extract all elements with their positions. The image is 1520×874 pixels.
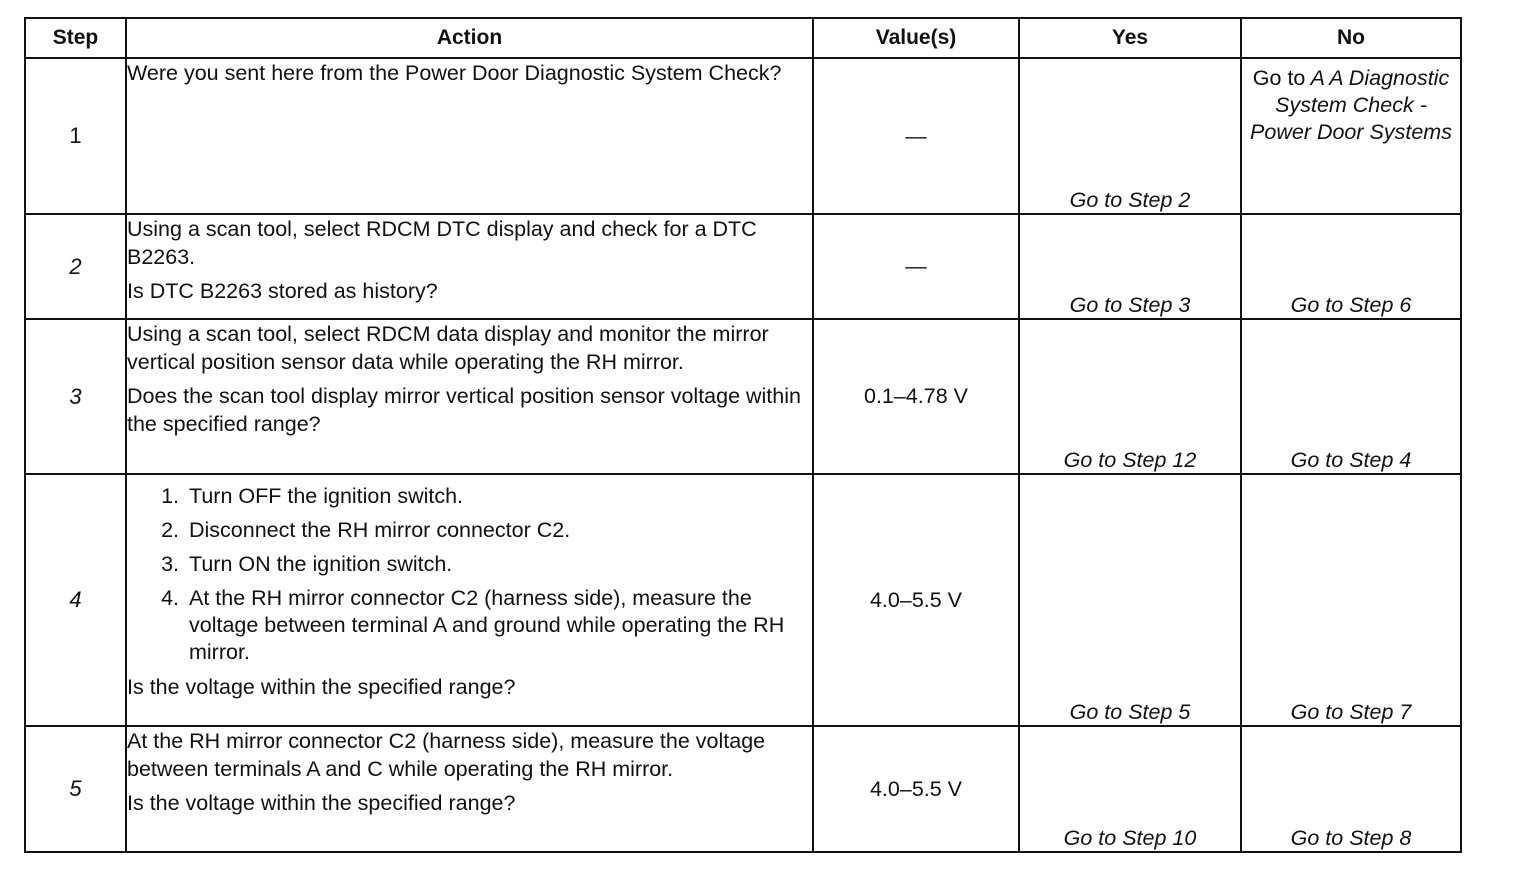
- action-cell: [126, 726, 813, 852]
- header-action: Action: [126, 18, 813, 58]
- yes-cell: Go to Step 3: [1019, 214, 1241, 319]
- action-text: Using a scan tool, select RDCM data display and monitor the mirror vertical position sensor data while operating the RH mirror.: [127, 322, 769, 374]
- header-values: Value(s): [813, 18, 1019, 58]
- action-question: Is DTC B2263 stored as history?: [127, 279, 438, 303]
- step-number: 1: [25, 58, 126, 214]
- no-prefix: Go to: [1252, 66, 1306, 90]
- step-number: 5: [25, 726, 126, 852]
- action-question: Is the voltage within the specified range?: [127, 791, 516, 815]
- diagnostic-table: [24, 17, 1462, 853]
- no-cell: Go to Step 6: [1241, 214, 1461, 319]
- yes-cell: Go to Step 5: [1019, 474, 1241, 726]
- header-yes: Yes: [1019, 18, 1241, 58]
- action-cell: [126, 58, 813, 214]
- table-row: [25, 214, 1461, 319]
- table-row: [25, 58, 1461, 214]
- action-question: Does the scan tool display mirror vertical position sensor voltage within the specified range?: [127, 384, 801, 436]
- action-text: Using a scan tool, select RDCM DTC display and check for a DTC B2263.: [127, 217, 757, 269]
- yes-cell: Go to Step 12: [1019, 319, 1241, 474]
- action-text: Were you sent here from the Power Door Diagnostic System Check?: [127, 61, 782, 85]
- header-step: Step: [25, 18, 126, 58]
- table-row: [25, 726, 1461, 852]
- list-item: 4. At the RH mirror connector C2 (harness side), measure the voltage between terminal A and ground while operating the RH mirror.: [185, 585, 812, 666]
- step-number: 2: [25, 214, 126, 319]
- value-cell: —: [813, 214, 1019, 319]
- procedure-list: [127, 483, 812, 666]
- action-cell: [126, 319, 813, 474]
- value-cell: —: [813, 58, 1019, 214]
- table-row: [25, 474, 1461, 726]
- value-cell: 4.0–5.5 V: [813, 474, 1019, 726]
- list-item: 3. Turn ON the ignition switch.: [185, 551, 812, 578]
- table-row: [25, 319, 1461, 474]
- step-number: 4: [25, 474, 126, 726]
- action-cell: [126, 214, 813, 319]
- step-number: 3: [25, 319, 126, 474]
- action-cell: [126, 474, 813, 726]
- header-row: [25, 18, 1461, 58]
- no-link: A A Diagnostic System Check - Power Door Systems: [1250, 66, 1452, 144]
- list-item: 1. Turn OFF the ignition switch.: [185, 483, 812, 510]
- action-question: Is the voltage within the specified range?: [127, 675, 516, 699]
- no-cell: Go to Step 4: [1241, 319, 1461, 474]
- value-cell: 4.0–5.5 V: [813, 726, 1019, 852]
- yes-cell: Go to Step 10: [1019, 726, 1241, 852]
- no-cell: Go to Step 7: [1241, 474, 1461, 726]
- list-item: 2. Disconnect the RH mirror connector C2.: [185, 517, 812, 544]
- no-cell: [1241, 58, 1461, 214]
- header-no: No: [1241, 18, 1461, 58]
- value-cell: 0.1–4.78 V: [813, 319, 1019, 474]
- action-text: At the RH mirror connector C2 (harness side), measure the voltage between terminals A and C while operating the RH mirror.: [127, 729, 766, 781]
- no-cell: Go to Step 8: [1241, 726, 1461, 852]
- yes-cell: Go to Step 2: [1019, 58, 1241, 214]
